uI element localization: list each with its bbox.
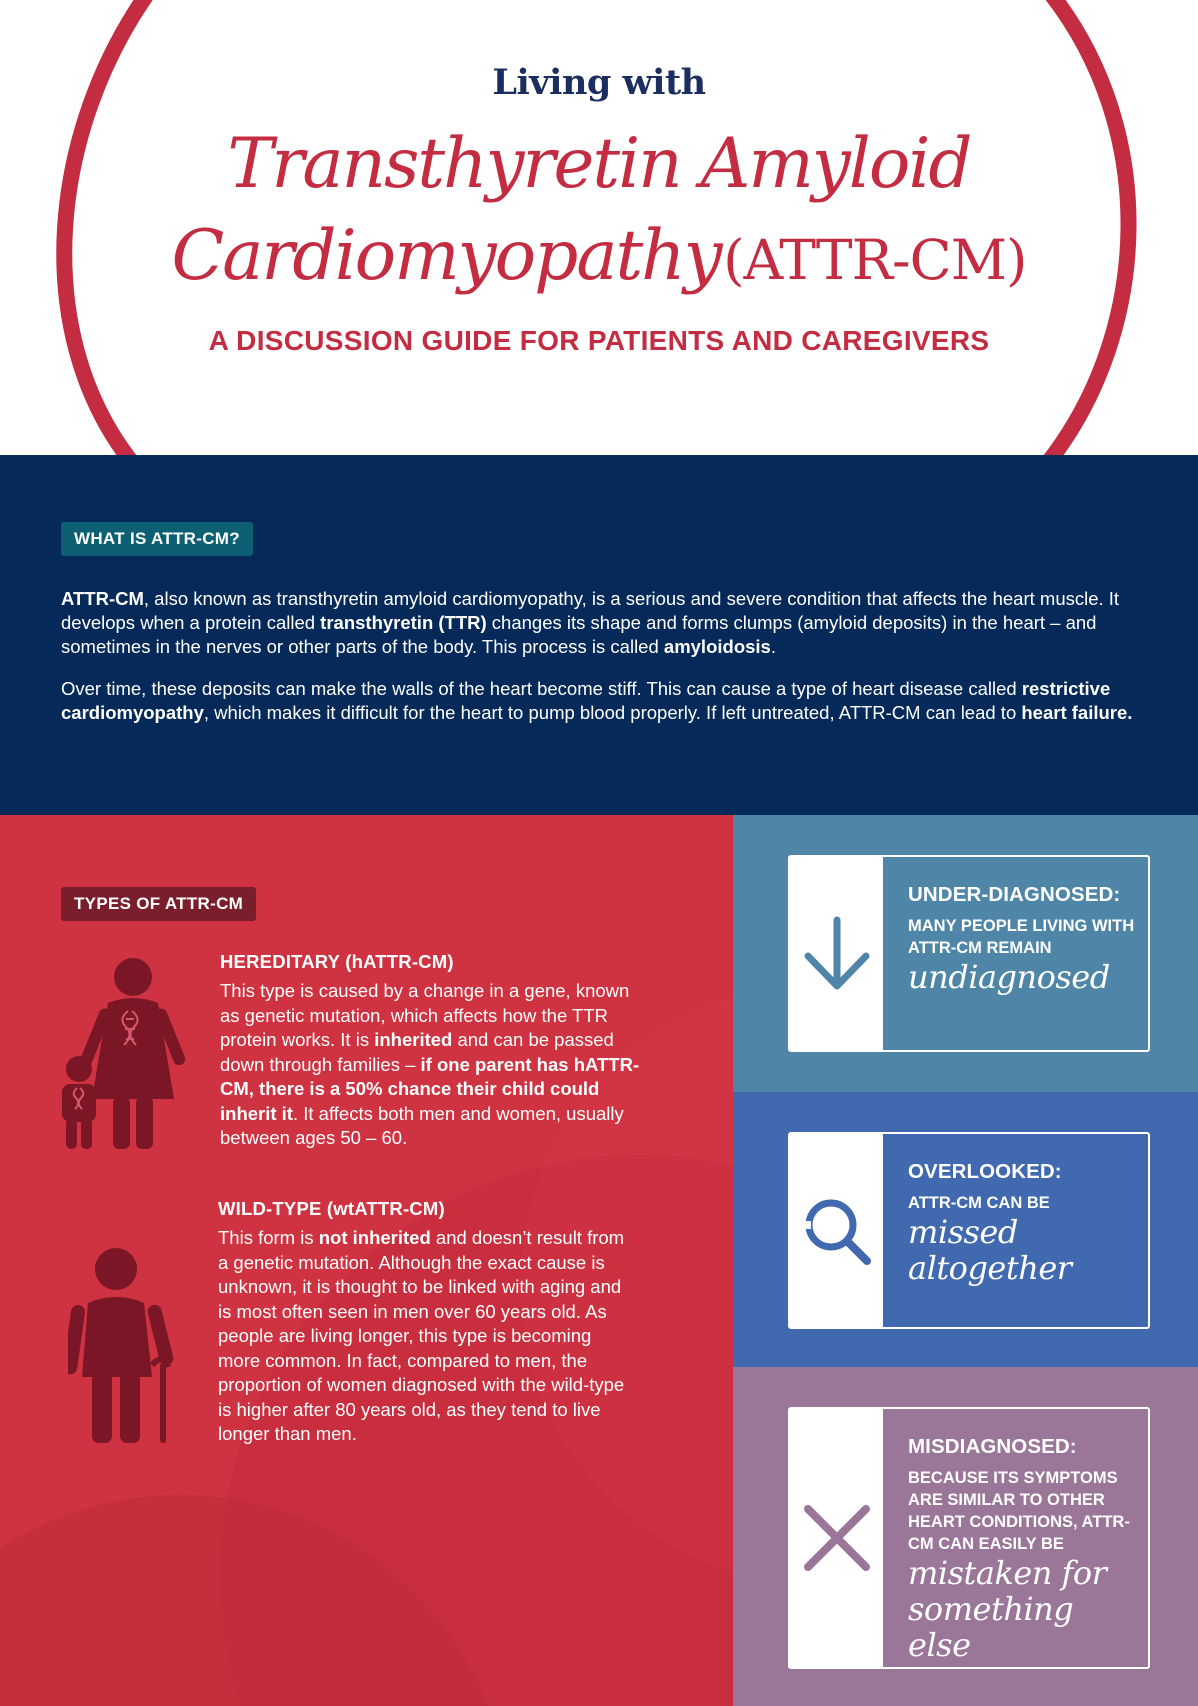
overlooked-title: OVERLOOKED: xyxy=(908,1160,1062,1183)
misdiagnosed-card xyxy=(788,1407,1150,1669)
title-abbreviation: (ATTR-CM) xyxy=(723,228,1027,292)
under-diagnosed-title: UNDER-DIAGNOSED: xyxy=(908,883,1121,906)
page-subtitle: A DISCUSSION GUIDE FOR PATIENTS AND CAREGIVERS xyxy=(208,325,990,356)
living-with-heading: Living with xyxy=(492,62,706,103)
misdiagnosed-description: BECAUSE ITS SYMPTOMS ARE SIMILAR TO OTHER HEART CONDITIONS, ATTR-CM CAN EASILY BE xyxy=(908,1469,1130,1553)
misdiagnosed-panel xyxy=(733,1367,1198,1706)
types-tag: TYPES OF ATTR-CM xyxy=(61,887,256,921)
bold-text: inherited xyxy=(374,1029,453,1050)
x-mark-icon xyxy=(802,1503,872,1573)
misdiagnosed-emphasis: mistaken for something else xyxy=(908,1554,1107,1664)
arrow-down-icon xyxy=(802,914,872,994)
overlooked-card xyxy=(788,1132,1150,1329)
title-cardiomyopathy: Cardiomyopathy xyxy=(171,216,721,296)
overlooked-emphasis: missed altogether xyxy=(908,1213,1072,1287)
under-diagnosed-icon-box xyxy=(790,857,883,1050)
bold-text: heart failure. xyxy=(1021,702,1133,723)
bold-text: ATTR-CM xyxy=(61,588,144,609)
under-diagnosed-text xyxy=(908,883,1138,995)
wild-type-body: This form is not inherited and doesn’t result from a genetic mutation. Although the exact cause is unknown, it is thought to be linked with aging and is most often seen in men over 60 years old. As people are living longer, this type is becoming more common. In fact, compared to men, the proportion of women diagnosed with the wild-type is higher after 80 years old, as they tend to live longer than men. xyxy=(218,1227,625,1444)
bold-text: amyloidosis xyxy=(663,636,771,657)
elderly-person-cane-icon xyxy=(68,1245,178,1445)
types-section xyxy=(0,815,733,1706)
under-diagnosed-panel xyxy=(733,815,1198,1092)
title-line-1: Transthyretin Amyloid xyxy=(227,124,971,204)
header xyxy=(0,0,1198,455)
what-is-tag: WHAT IS ATTR-CM? xyxy=(61,522,253,556)
title-line-2 xyxy=(0,216,1198,296)
overlooked-text xyxy=(908,1160,1138,1286)
misdiagnosed-title: MISDIAGNOSED: xyxy=(908,1435,1077,1458)
parent-child-dna-icon xyxy=(56,949,186,1149)
misdiagnosed-icon-box xyxy=(790,1409,883,1667)
hereditary-heading: HEREDITARY (hATTR-CM) xyxy=(220,951,454,972)
under-diagnosed-description: MANY PEOPLE LIVING WITH ATTR-CM REMAIN xyxy=(908,917,1135,957)
magnifier-icon xyxy=(801,1195,873,1267)
under-diagnosed-card xyxy=(788,855,1150,1052)
misdiagnosed-text xyxy=(908,1435,1138,1663)
bold-text: if one parent has hATTR-CM, there is a 50% chance their child could inherit it xyxy=(220,1053,640,1124)
overlooked-panel xyxy=(733,1092,1198,1367)
wild-type-heading: WILD-TYPE (wtATTR-CM) xyxy=(218,1198,445,1219)
overlooked-description: ATTR-CM CAN BE xyxy=(908,1194,1050,1212)
bold-text: transthyretin (TTR) xyxy=(320,612,487,633)
bold-text: restrictive cardiomyopathy xyxy=(61,678,1111,723)
what-is-paragraph-1: ATTR-CM, also known as transthyretin amyloid cardiomyopathy, is a serious and severe condition that affects the heart muscle. It develops when a protein called transthyretin (TTR) changes its shape and forms clumps (amyloid deposits) in the heart – and sometimes in the nerves or other parts of the body. This process is called amyloidosis. xyxy=(61,588,1120,657)
under-diagnosed-emphasis: undiagnosed xyxy=(908,958,1110,996)
what-is-section xyxy=(0,455,1198,815)
what-is-paragraph-2: Over time, these deposits can make the walls of the heart become stiff. This can cause a type of heart disease called restrictive cardiomyopathy, which makes it difficult for the heart to pump blood properly. If left untreated, ATTR-CM can lead to heart failure. xyxy=(61,678,1133,723)
overlooked-icon-box xyxy=(790,1134,883,1327)
hereditary-body: This type is caused by a change in a gene, known as genetic mutation, which affects how the TTR protein works. It is inherited and can be passed down through families – if one parent has hATTR-CM, there is a 50% chance their child could inherit it. It affects both men and women, usually between ages 50 – 60. xyxy=(220,980,640,1148)
bold-text: not inherited xyxy=(318,1227,431,1248)
